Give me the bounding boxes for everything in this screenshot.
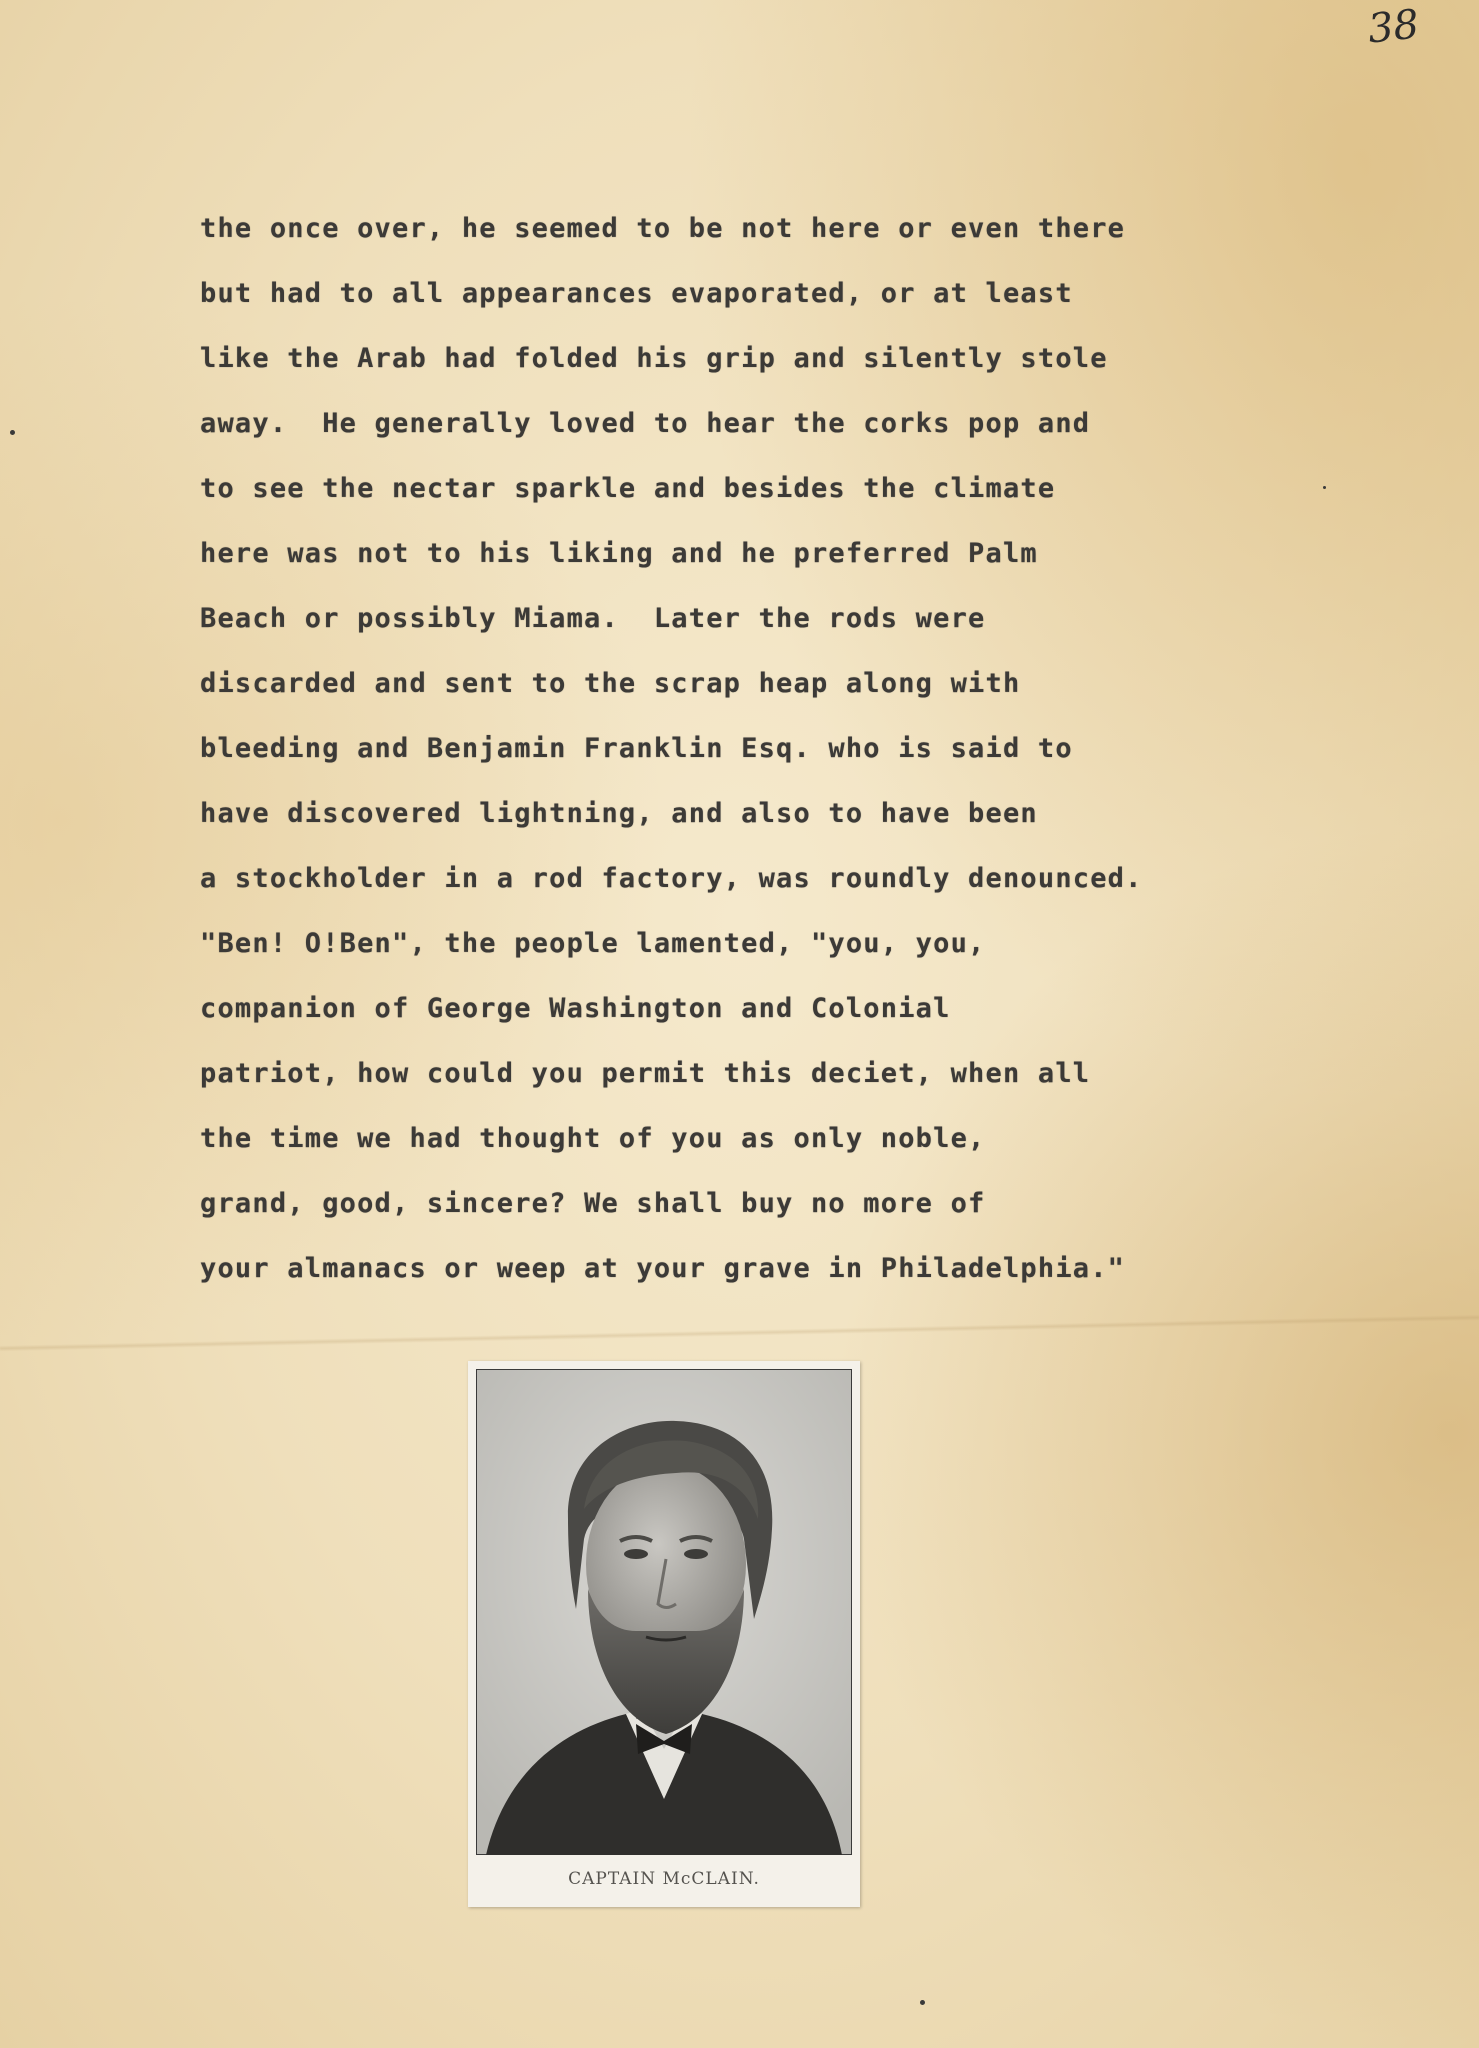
text-line: away. He generally loved to hear the corks pop and bbox=[200, 408, 1091, 439]
page-number: 38 bbox=[1365, 1, 1422, 53]
typed-text-body bbox=[200, 196, 1260, 1301]
text-line: companion of George Washington and Colonial bbox=[200, 993, 951, 1024]
text-line: Beach or possibly Miama. Later the rods were bbox=[200, 603, 986, 634]
text-line: like the Arab had folded his grip and silently stole bbox=[200, 343, 1108, 374]
text-line: discarded and sent to the scrap heap along with bbox=[200, 668, 1021, 699]
text-line: your almanacs or weep at your grave in Philadelphia." bbox=[200, 1253, 1126, 1284]
text-line: here was not to his liking and he preferred Palm bbox=[200, 538, 1038, 569]
text-line: "Ben! O!Ben", the people lamented, "you, you, bbox=[200, 928, 986, 959]
paper-speck bbox=[1323, 486, 1326, 489]
text-line: but had to all appearances evaporated, or at least bbox=[200, 278, 1073, 309]
portrait-clipping bbox=[468, 1361, 860, 1907]
portrait-photo bbox=[476, 1369, 852, 1855]
text-line: the time we had thought of you as only noble, bbox=[200, 1123, 986, 1154]
text-line: grand, good, sincere? We shall buy no more of bbox=[200, 1188, 986, 1219]
text-line: to see the nectar sparkle and besides the climate bbox=[200, 473, 1056, 504]
paper-crease bbox=[0, 1315, 1479, 1352]
text-line: patriot, how could you permit this deciet, when all bbox=[200, 1058, 1091, 1089]
text-line: a stockholder in a rod factory, was roundly denounced. bbox=[200, 863, 1143, 894]
photo-caption: CAPTAIN McCLAIN. bbox=[568, 1869, 760, 1889]
text-line: bleeding and Benjamin Franklin Esq. who is said to bbox=[200, 733, 1073, 764]
text-line: have discovered lightning, and also to have been bbox=[200, 798, 1038, 829]
text-line: the once over, he seemed to be not here or even there bbox=[200, 213, 1126, 244]
paper-speck bbox=[10, 430, 15, 435]
paper-speck bbox=[920, 2000, 925, 2005]
